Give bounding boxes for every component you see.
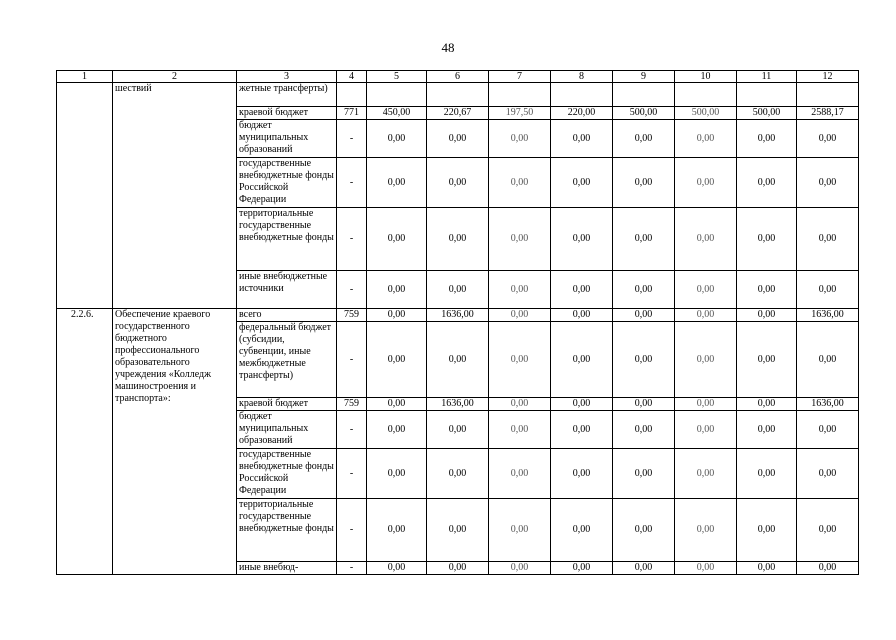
funding-source: бюджет муниципальных образований: [237, 411, 337, 449]
value-cell: 0,00: [737, 309, 797, 322]
column-header: 3: [237, 71, 337, 83]
value-cell: 220,00: [551, 107, 613, 120]
table-row: [57, 83, 859, 107]
column-header: 11: [737, 71, 797, 83]
value-cell: [427, 83, 489, 107]
value-cell: 0,00: [367, 499, 427, 562]
funding-source: краевой бюджет: [237, 398, 337, 411]
value-cell: 0,00: [797, 158, 859, 208]
value-cell: 759: [337, 309, 367, 322]
value-cell: 0,00: [675, 499, 737, 562]
funding-source: жетные трансферты): [237, 83, 337, 107]
value-cell: 0,00: [675, 322, 737, 398]
column-header: 5: [367, 71, 427, 83]
value-cell: 0,00: [367, 271, 427, 309]
value-cell: 0,00: [737, 158, 797, 208]
value-cell: 0,00: [797, 120, 859, 158]
value-cell: 0,00: [675, 158, 737, 208]
value-cell: 500,00: [675, 107, 737, 120]
value-cell: 0,00: [367, 208, 427, 271]
value-cell: 0,00: [427, 449, 489, 499]
value-cell: 0,00: [427, 120, 489, 158]
value-cell: 500,00: [737, 107, 797, 120]
value-cell: 1636,00: [427, 398, 489, 411]
value-cell: 0,00: [427, 271, 489, 309]
budget-table: [56, 70, 859, 575]
value-cell: 0,00: [551, 158, 613, 208]
value-cell: [367, 83, 427, 107]
value-cell: 0,00: [613, 499, 675, 562]
value-cell: 0,00: [367, 120, 427, 158]
item-name: Обеспечение краевого государственного бюджетного профессионального образовательного учреждения «Колледж машиностроения и транспорта»:: [113, 309, 237, 575]
value-cell: 0,00: [613, 322, 675, 398]
funding-source: краевой бюджет: [237, 107, 337, 120]
value-cell: 0,00: [489, 398, 551, 411]
value-cell: 0,00: [489, 271, 551, 309]
value-cell: 0,00: [489, 499, 551, 562]
value-cell: -: [337, 322, 367, 398]
page-number: 48: [441, 40, 455, 55]
value-cell: 0,00: [675, 411, 737, 449]
value-cell: -: [337, 208, 367, 271]
value-cell: 0,00: [551, 271, 613, 309]
value-cell: 0,00: [489, 158, 551, 208]
value-cell: 759: [337, 398, 367, 411]
value-cell: 0,00: [367, 562, 427, 575]
column-header: 9: [613, 71, 675, 83]
value-cell: -: [337, 158, 367, 208]
value-cell: 0,00: [737, 411, 797, 449]
value-cell: 0,00: [737, 398, 797, 411]
value-cell: 0,00: [675, 271, 737, 309]
column-header: 7: [489, 71, 551, 83]
value-cell: 0,00: [489, 411, 551, 449]
value-cell: 0,00: [797, 449, 859, 499]
value-cell: 0,00: [367, 309, 427, 322]
value-cell: 0,00: [675, 309, 737, 322]
column-header: 8: [551, 71, 613, 83]
item-code: [57, 83, 113, 309]
value-cell: 0,00: [427, 562, 489, 575]
value-cell: 0,00: [613, 449, 675, 499]
value-cell: 0,00: [613, 271, 675, 309]
value-cell: 0,00: [797, 562, 859, 575]
funding-source: территориальные государственные внебюджетные фонды: [237, 499, 337, 562]
value-cell: 0,00: [551, 398, 613, 411]
item-code: 2.2.6.: [57, 309, 113, 575]
funding-source: всего: [237, 309, 337, 322]
value-cell: 0,00: [551, 208, 613, 271]
value-cell: 0,00: [427, 411, 489, 449]
value-cell: 0,00: [737, 271, 797, 309]
value-cell: 0,00: [737, 499, 797, 562]
column-header: 4: [337, 71, 367, 83]
table-row: [57, 309, 859, 322]
value-cell: 0,00: [427, 208, 489, 271]
value-cell: 0,00: [737, 120, 797, 158]
value-cell: 0,00: [797, 411, 859, 449]
value-cell: -: [337, 499, 367, 562]
value-cell: 450,00: [367, 107, 427, 120]
value-cell: 0,00: [367, 449, 427, 499]
value-cell: 0,00: [675, 120, 737, 158]
funding-source: территориальные государственные внебюджетные фонды: [237, 208, 337, 271]
value-cell: 0,00: [489, 208, 551, 271]
value-cell: 0,00: [551, 120, 613, 158]
value-cell: 1636,00: [797, 398, 859, 411]
value-cell: 0,00: [613, 562, 675, 575]
value-cell: 0,00: [367, 158, 427, 208]
funding-source: государственные внебюджетные фонды Российской Федерации: [237, 158, 337, 208]
funding-source: федеральный бюджет (субсидии, субвенции, иные межбюджетные трансферты): [237, 322, 337, 398]
value-cell: 771: [337, 107, 367, 120]
value-cell: 0,00: [613, 411, 675, 449]
value-cell: -: [337, 411, 367, 449]
value-cell: 197,50: [489, 107, 551, 120]
column-header: 10: [675, 71, 737, 83]
value-cell: 0,00: [551, 411, 613, 449]
column-header: 1: [57, 71, 113, 83]
value-cell: 0,00: [675, 562, 737, 575]
value-cell: 0,00: [367, 398, 427, 411]
value-cell: 0,00: [797, 322, 859, 398]
value-cell: 0,00: [367, 411, 427, 449]
value-cell: -: [337, 271, 367, 309]
value-cell: 2588,17: [797, 107, 859, 120]
column-numbers-row: [57, 71, 859, 83]
value-cell: [797, 83, 859, 107]
value-cell: 0,00: [675, 398, 737, 411]
value-cell: 0,00: [613, 158, 675, 208]
value-cell: 0,00: [737, 322, 797, 398]
value-cell: 0,00: [613, 309, 675, 322]
value-cell: 1636,00: [427, 309, 489, 322]
value-cell: -: [337, 562, 367, 575]
value-cell: 0,00: [367, 322, 427, 398]
value-cell: 0,00: [427, 158, 489, 208]
value-cell: 0,00: [489, 309, 551, 322]
value-cell: 0,00: [613, 208, 675, 271]
value-cell: 0,00: [797, 271, 859, 309]
funding-source: иные внебюд-: [237, 562, 337, 575]
value-cell: 0,00: [489, 120, 551, 158]
value-cell: -: [337, 120, 367, 158]
item-name: шествий: [113, 83, 237, 309]
value-cell: 500,00: [613, 107, 675, 120]
value-cell: 0,00: [675, 449, 737, 499]
value-cell: 0,00: [551, 449, 613, 499]
value-cell: 0,00: [675, 208, 737, 271]
value-cell: 0,00: [427, 322, 489, 398]
value-cell: 0,00: [489, 449, 551, 499]
value-cell: [737, 83, 797, 107]
value-cell: [675, 83, 737, 107]
column-header: 6: [427, 71, 489, 83]
value-cell: 0,00: [551, 309, 613, 322]
value-cell: [551, 83, 613, 107]
value-cell: 0,00: [737, 208, 797, 271]
funding-source: государственные внебюджетные фонды Российской Федерации: [237, 449, 337, 499]
funding-source: бюджет муниципальных образований: [237, 120, 337, 158]
value-cell: -: [337, 449, 367, 499]
value-cell: 0,00: [551, 322, 613, 398]
value-cell: 1636,00: [797, 309, 859, 322]
value-cell: [489, 83, 551, 107]
value-cell: 0,00: [489, 562, 551, 575]
value-cell: 0,00: [489, 322, 551, 398]
value-cell: 0,00: [797, 499, 859, 562]
value-cell: [613, 83, 675, 107]
value-cell: 220,67: [427, 107, 489, 120]
value-cell: 0,00: [613, 120, 675, 158]
value-cell: 0,00: [551, 562, 613, 575]
column-header: 12: [797, 71, 859, 83]
column-header: 2: [113, 71, 237, 83]
value-cell: 0,00: [427, 499, 489, 562]
value-cell: 0,00: [737, 449, 797, 499]
funding-source: иные внебюджетные источники: [237, 271, 337, 309]
value-cell: 0,00: [737, 562, 797, 575]
value-cell: 0,00: [613, 398, 675, 411]
value-cell: 0,00: [797, 208, 859, 271]
value-cell: 0,00: [551, 499, 613, 562]
value-cell: [337, 83, 367, 107]
